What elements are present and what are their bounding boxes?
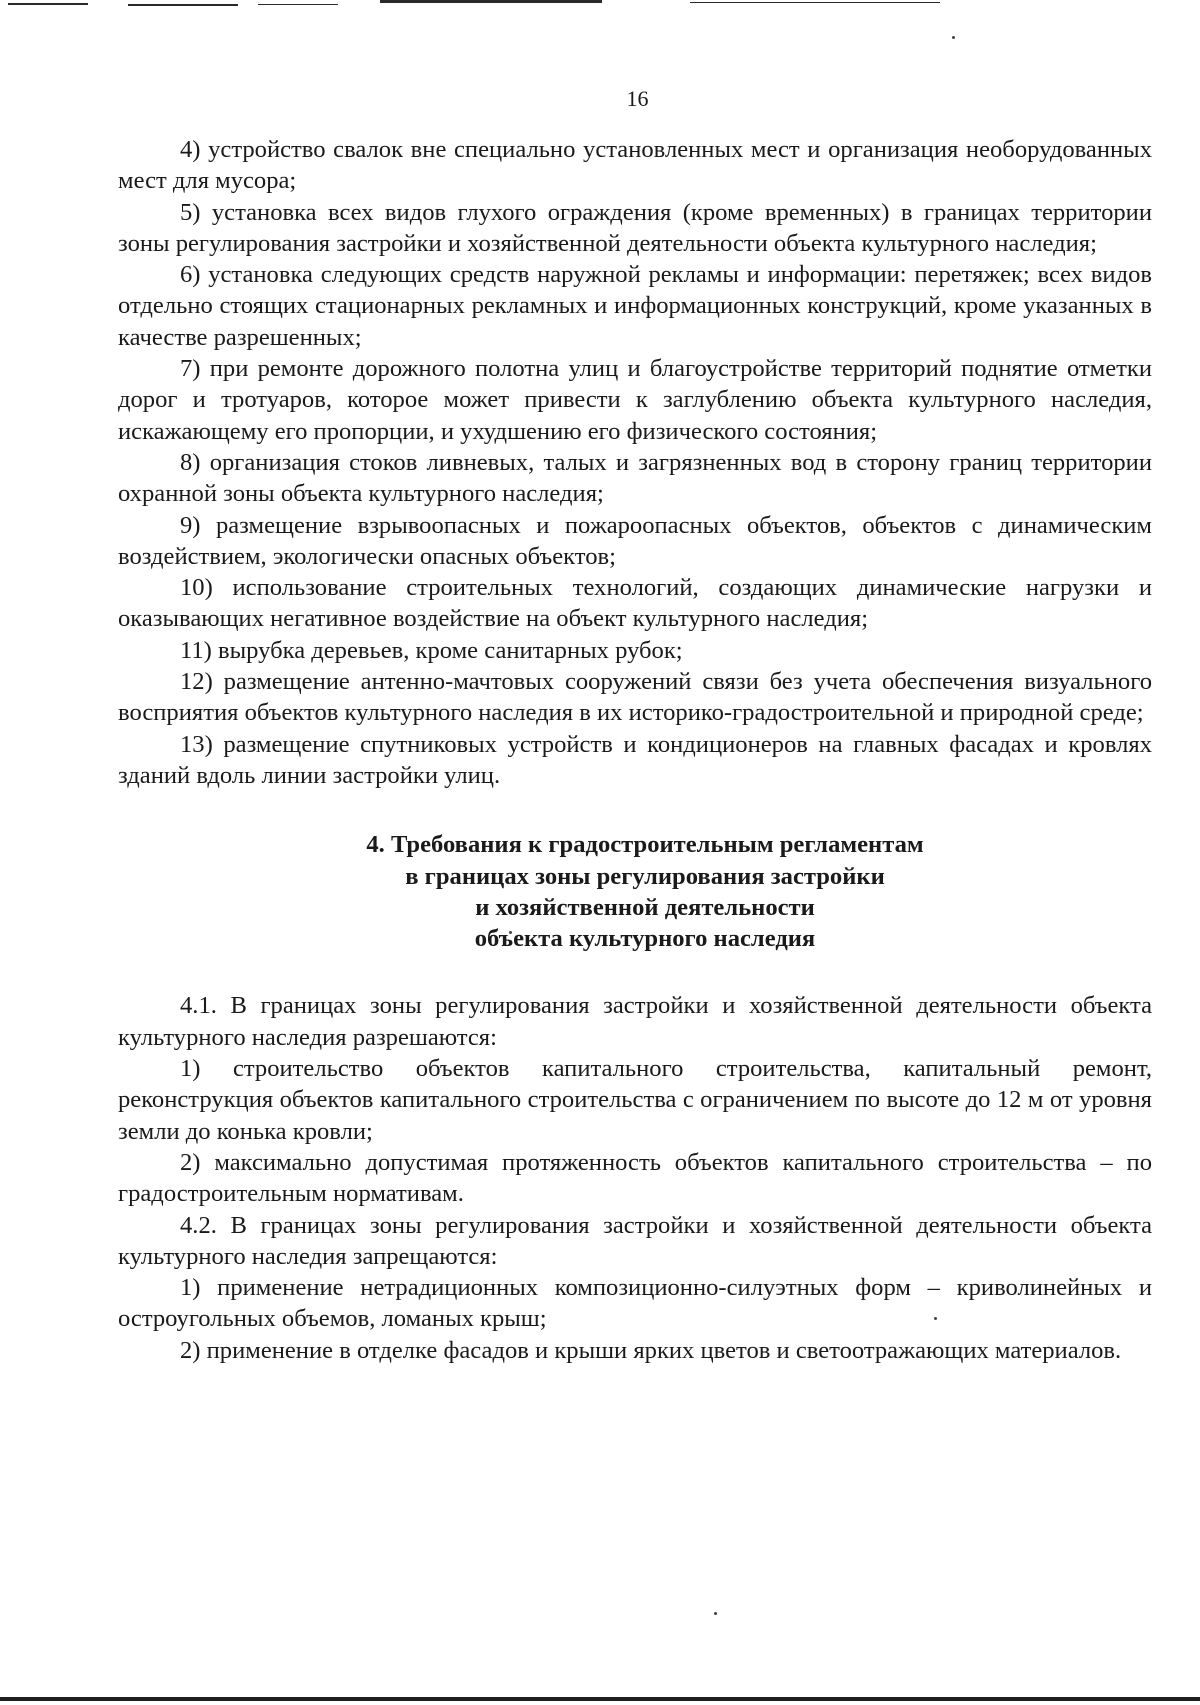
section-heading — [118, 829, 1152, 954]
list-item: 7) при ремонте дорожного полотна улиц и благоустройстве территорий поднятие отметки дорог и тротуаров, которое может привести к заглублению объекта культурного наследия, искажающему его пропорции, и ухудшению его физического состояния; — [118, 355, 1152, 445]
scan-artifact-bottom — [0, 1697, 1200, 1701]
scan-artifact-top-5 — [690, 2, 940, 3]
section-paragraph: 1) применение нетрадиционных композиционно-силуэтных форм – криволинейных и остроугольных объемов, ломаных крыш; — [118, 1274, 1152, 1333]
scan-artifact-top-4 — [380, 0, 602, 3]
list-item: 8) организация стоков ливневых, талых и загрязненных вод в сторону границ территории охранной зоны объекта культурного наследия; — [118, 448, 1152, 508]
list-item: 4) устройство свалок вне специально установленных мест и организация необорудованных мест для мусора; — [118, 136, 1152, 195]
list-item: 13) размещение спутниковых устройств и кондиционеров на главных фасадах и кровлях зданий вдоль линии застройки улиц. — [118, 730, 1152, 789]
section-paragraph: 2) максимально допустимая протяженность объектов капитального строительства – по градостроительным нормативам. — [118, 1148, 1152, 1208]
section-paragraph: 2) применение в отделке фасадов и крыши ярких цветов и светоотражающих материалов. — [180, 1336, 1122, 1364]
list-item: 6) установка следующих средств наружной рекламы и информации: перетяжек; всех видов отдельно стоящих стационарных рекламных и информационных конструкций, кроме указанных в качестве разрешенных; — [118, 261, 1152, 351]
section-heading-line: и хозяйственной деятельности — [475, 893, 815, 921]
list-item: 12) размещение антенно-мачтовых сооружений связи без учета обеспечения визуального восприятия объектов культурного наследия в их историко-градостроительной и природной среде; — [118, 668, 1152, 727]
scan-artifact-top-2 — [128, 4, 238, 6]
page-number: 16 — [626, 86, 649, 111]
section-heading-line: в границах зоны регулирования застройки — [405, 862, 885, 890]
section-heading-line: объекта культурного наследия — [474, 925, 816, 953]
list-item: 5) установка всех видов глухого ограждения (кроме временных) в границах территории зоны регулирования застройки и хозяйственной деятельности объекта культурного наследия; — [118, 198, 1152, 257]
list-item: 9) размещение взрывоопасных и пожароопасных объектов, объектов с динамическим воздействием, экологически опасных объектов; — [118, 511, 1152, 570]
section-paragraph: 4.2. В границах зоны регулирования застройки и хозяйственной деятельности объекта культурного наследия запрещаются: — [118, 1211, 1152, 1270]
speck — [952, 36, 955, 39]
section-paragraph: 4.1. В границах зоны регулирования застройки и хозяйственной деятельности объекта культурного наследия разрешаются: — [118, 992, 1152, 1051]
list-item: 10) использование строительных технологий, создающих динамические нагрузки и оказывающих негативное воздействие на объект культурного наследия; — [118, 574, 1152, 633]
scan-artifact-top-3 — [258, 4, 338, 5]
section-heading-line: 4. Требования к градостроительным регламентам — [366, 831, 924, 859]
scan-artifact-top-1 — [8, 3, 88, 5]
section-paragraph: 1) строительство объектов капитального строительства, капитальный ремонт, реконструкция объектов капитального строительства с ограничением по высоте до 12 м от уровня земли до конька кровли; — [118, 1055, 1152, 1145]
speck — [714, 1612, 717, 1615]
list-item: 11) вырубка деревьев, кроме санитарных рубок; — [180, 636, 683, 664]
document-body — [118, 134, 1152, 1366]
